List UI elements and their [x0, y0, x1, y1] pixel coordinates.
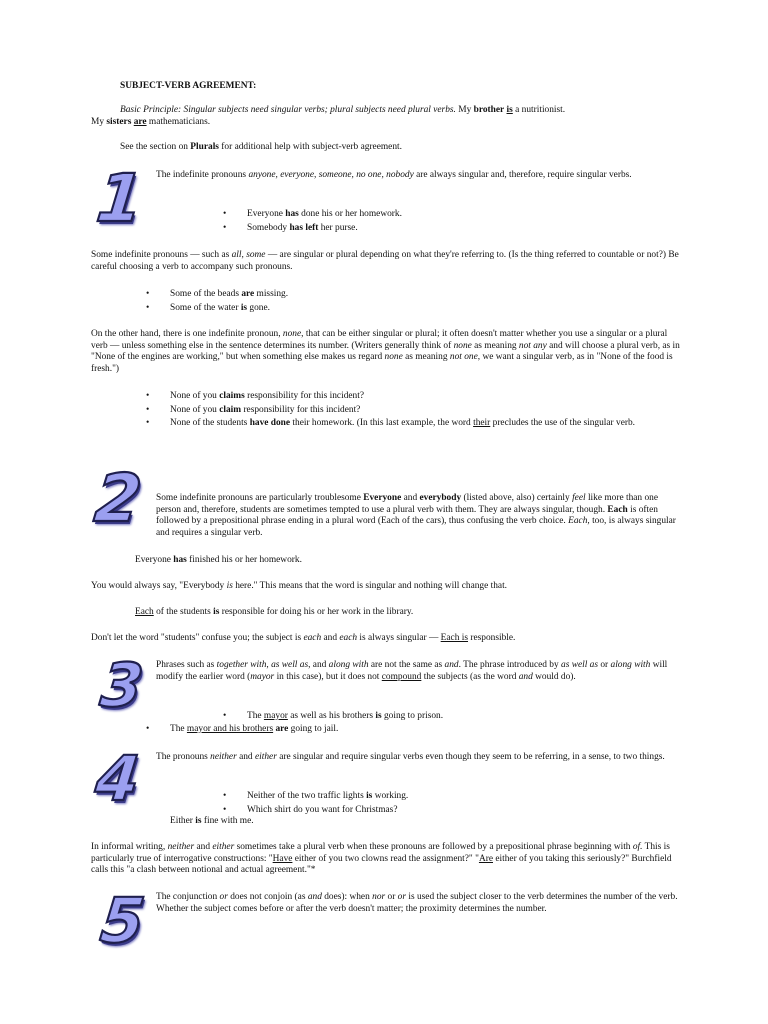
rule-number-4: 4	[92, 742, 144, 815]
list-item: • None of you claims responsibility for this incident?	[146, 391, 365, 401]
rule-1-paragraph: The indefinite pronouns anyone, everyone, someone, no one, nobody are always singular and, therefore, require singular verbs.	[156, 170, 632, 180]
rule-3-paragraph: Phrases such as together with, as well as, and along with are not the same as and. The phrase introduced by as well as or along with will modify the earlier word (mayor in this case), but it does not compound the subjects (as the word and would do).	[156, 660, 668, 682]
rule-5-paragraph: The conjunction or does not conjoin (as and does): when nor or or is used the subject closer to the verb determines the number of the verb. Whether the subject comes before or after the verb doesn't matter; the proximity determines the number.	[156, 892, 678, 914]
rule-number-1: 1	[93, 160, 148, 237]
list-item: • Some of the beads are missing.	[146, 289, 289, 299]
rule-number-3: 3	[97, 651, 147, 721]
rule-2-example-2: Each of the students is responsible for doing his or her work in the library.	[135, 607, 414, 617]
list-item: • Which shirt do you want for Christmas?	[223, 804, 398, 815]
rule-number-5: 5	[97, 884, 149, 957]
rule-1-examples	[223, 209, 402, 234]
list-item: • Everyone has done his or her homework.	[223, 209, 402, 219]
rule-1-examples-3	[146, 391, 680, 430]
rule-4-informal-paragraph: In informal writing, neither and either sometimes take a plural verb when these pronouns are followed by a prepositional phrase beginning with of. This is particularly true of interrogative constructions: "Have either of you two clowns read the assignment?" "Are either of you taking this seriously?" Burchfield calls this "a clash between notional and actual agreement."*	[91, 842, 672, 876]
rule-2-line-2: You would always say, "Everybody is here." This means that the word is singular and nothing will change that.	[91, 581, 508, 591]
rule-1-paragraph-2: Some indefinite pronouns — such as all, some — are singular or plural depending on what they're referring to. (Is the thing referred to countable or not?) Be careful choosing a verb to accompany such pronouns.	[91, 250, 679, 272]
list-item: • The mayor and his brothers are going to jail.	[146, 724, 339, 734]
rule-3-example-2	[146, 724, 339, 736]
rule-2-line-3: Don't let the word "students" confuse you; the subject is each and each is always singular — Each is responsible.	[91, 633, 516, 643]
page-title: SUBJECT-VERB AGREEMENT:	[120, 81, 257, 91]
list-item: • Somebody has left her purse.	[223, 222, 358, 233]
rule-1-examples-2	[146, 289, 289, 314]
list-item: • None of you claim responsibility for this incident?	[146, 404, 361, 415]
list-item: • Neither of the two traffic lights is working.	[223, 791, 409, 801]
rule-2-example-1: Everyone has finished his or her homework.	[135, 555, 302, 565]
rule-1-paragraph-3: On the other hand, there is one indefinite pronoun, none, that can be either singular or plural; it often doesn't matter whether you use a singular or a plural verb — unless something else in the sentence determines its number. (Writers generally think of none as meaning not any and will choose a plural verb, as in "None of the engines are working," but when something else makes us regard none as meaning not one, we want a singular verb, as in "None of the food is fresh.")	[91, 329, 680, 374]
list-item: • None of the students have done their homework. (In this last example, the word their precludes the use of the singular verb.	[146, 418, 636, 429]
rule-3-example-1	[223, 711, 444, 723]
rule-4-examples	[223, 791, 409, 816]
intro-paragraph: Basic Principle: Singular subjects need singular verbs; plural subjects need plural verbs. My brother is a nutritionist. My sisters are mathematicians.	[91, 105, 566, 127]
list-item: • The mayor as well as his brothers is going to prison.	[223, 711, 444, 721]
list-item: • Some of the water is gone.	[146, 302, 270, 313]
see-also-line: See the section on Plurals for additional help with subject-verb agreement.	[120, 142, 402, 152]
rule-4-line: Either is fine with me.	[170, 816, 254, 826]
rule-4-paragraph: The pronouns neither and either are singular and require singular verbs even though they seem to be referring, in a sense, to two things.	[156, 752, 665, 762]
rule-2-paragraph: Some indefinite pronouns are particularly troublesome Everyone and everybody (listed above, also) certainly feel like more than one person and, therefore, students are sometimes tempted to use a plural verb with them. They are always singular, though. Each is often followed by a prepositional phrase ending in a plural word (Each of the cars), thus confusing the verb choice. Each, too, is always singular and requires a singular verb.	[156, 493, 676, 538]
rule-number-2: 2	[91, 460, 146, 537]
